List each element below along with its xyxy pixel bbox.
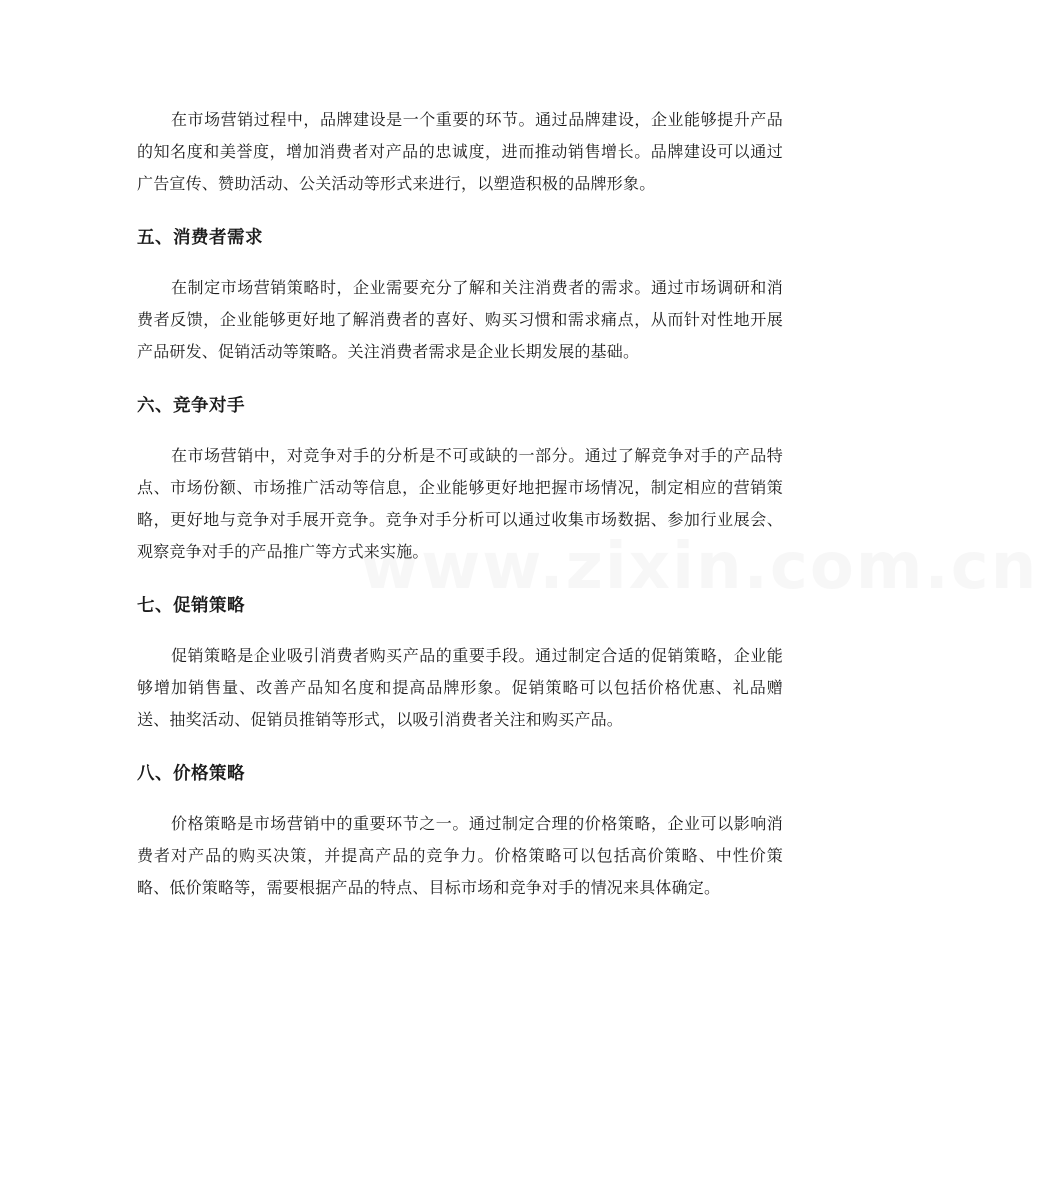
intro-paragraph: 在市场营销过程中，品牌建设是一个重要的环节。通过品牌建设，企业能够提升产品的知名度和美誉度，增加消费者对产品的忠诚度，进而推动销售增长。品牌建设可以通过广告宣传、赞助活动、公关活动等形式来进行，以塑造积极的品牌形象。 (137, 110, 783, 193)
section-heading-pricing-strategy: 八、价格策略 (137, 764, 245, 784)
section-heading-promotion-strategy: 七、促销策略 (137, 596, 245, 616)
section-body-competitors: 在市场营销中，对竞争对手的分析是不可或缺的一部分。通过了解竞争对手的产品特点、市场份额、市场推广活动等信息，企业能够更好地把握市场情况，制定相应的营销策略，更好地与竞争对手展开竞争。竞争对手分析可以通过收集市场数据、参加行业展会、观察竞争对手的产品推广等方式来实施。 (137, 446, 783, 561)
section-heading-consumer-needs: 五、消费者需求 (137, 228, 263, 248)
section-body-consumer-needs: 在制定市场营销策略时，企业需要充分了解和关注消费者的需求。通过市场调研和消费者反馈，企业能够更好地了解消费者的喜好、购买习惯和需求痛点，从而针对性地开展产品研发、促销活动等策略。关注消费者需求是企业长期发展的基础。 (137, 278, 783, 361)
section-heading-competitors: 六、竞争对手 (137, 396, 245, 416)
watermark: www.zixin.com.cn (360, 530, 1038, 604)
section-body-pricing-strategy: 价格策略是市场营销中的重要环节之一。通过制定合理的价格策略，企业可以影响消费者对产品的购买决策，并提高产品的竞争力。价格策略可以包括高价策略、中性价策略、低价策略等，需要根据产品的特点、目标市场和竞争对手的情况来具体确定。 (137, 814, 783, 897)
section-body-promotion-strategy: 促销策略是企业吸引消费者购买产品的重要手段。通过制定合适的促销策略，企业能够增加销售量、改善产品知名度和提高品牌形象。促销策略可以包括价格优惠、礼品赠送、抽奖活动、促销员推销等形式，以吸引消费者关注和购买产品。 (137, 646, 783, 729)
document-body (137, 104, 783, 904)
